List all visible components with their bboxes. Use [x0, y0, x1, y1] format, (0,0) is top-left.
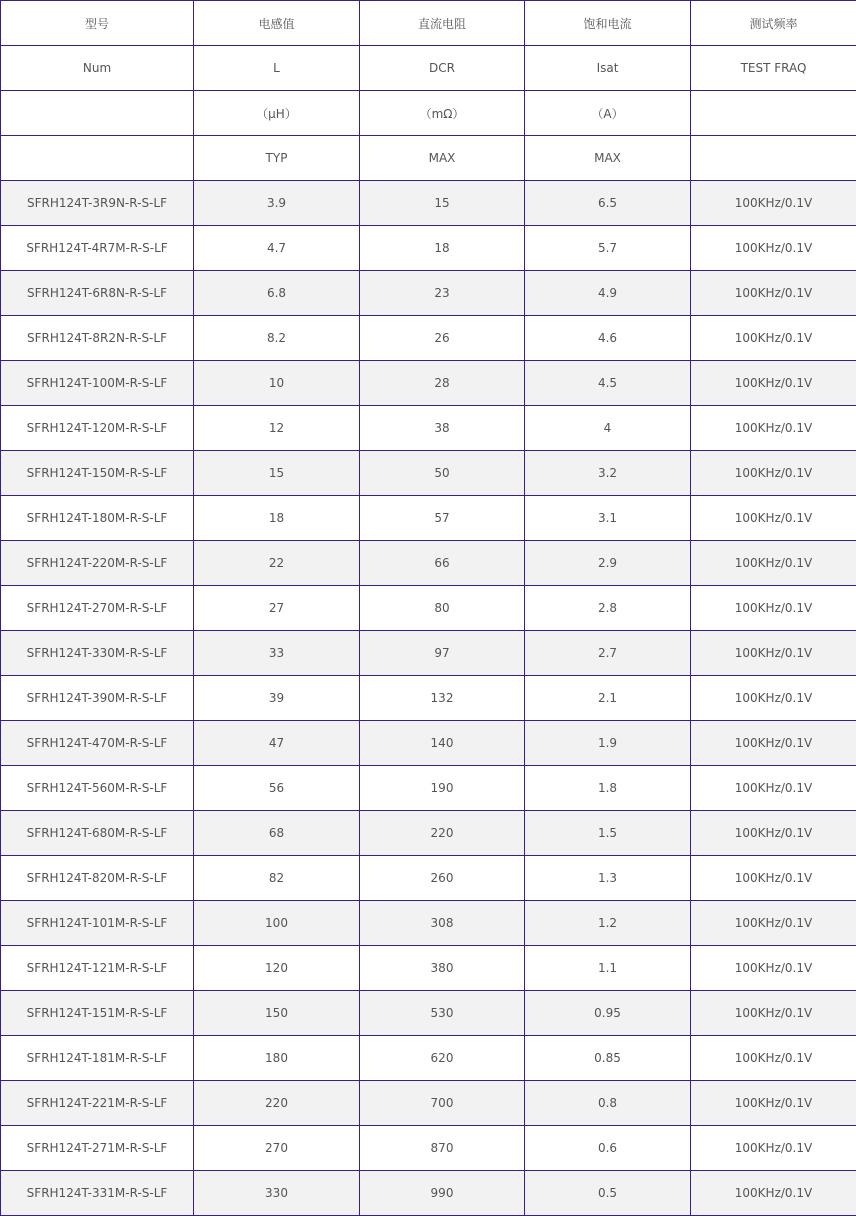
header-l: L: [194, 46, 360, 91]
cell-part-number: SFRH124T-331M-R-S-LF: [1, 1171, 194, 1216]
cell-inductance: 4.7: [194, 226, 360, 271]
header-test-fraq: TEST FRAQ: [691, 46, 856, 91]
cell-dcr: 620: [360, 1036, 525, 1081]
cell-part-number: SFRH124T-330M-R-S-LF: [1, 631, 194, 676]
cell-isat: 0.8: [525, 1081, 691, 1126]
cell-isat: 0.85: [525, 1036, 691, 1081]
cell-dcr: 28: [360, 361, 525, 406]
cell-inductance: 10: [194, 361, 360, 406]
cell-inductance: 120: [194, 946, 360, 991]
table-row: [1, 496, 856, 541]
cell-test-frequency: 100KHz/0.1V: [691, 1081, 856, 1126]
header-unit-a: （A）: [525, 91, 691, 136]
cell-part-number: SFRH124T-680M-R-S-LF: [1, 811, 194, 856]
cell-dcr: 308: [360, 901, 525, 946]
cell-test-frequency: 100KHz/0.1V: [691, 316, 856, 361]
cell-dcr: 57: [360, 496, 525, 541]
table-row: [1, 1036, 856, 1081]
table-row: [1, 181, 856, 226]
cell-inductance: 18: [194, 496, 360, 541]
cell-isat: 2.8: [525, 586, 691, 631]
cell-inductance: 3.9: [194, 181, 360, 226]
cell-test-frequency: 100KHz/0.1V: [691, 1036, 856, 1081]
cell-dcr: 80: [360, 586, 525, 631]
cell-test-frequency: 100KHz/0.1V: [691, 496, 856, 541]
cell-part-number: SFRH124T-181M-R-S-LF: [1, 1036, 194, 1081]
cell-inductance: 180: [194, 1036, 360, 1081]
header-qual-typ: TYP: [194, 136, 360, 181]
cell-part-number: SFRH124T-100M-R-S-LF: [1, 361, 194, 406]
cell-test-frequency: 100KHz/0.1V: [691, 631, 856, 676]
header-qual-max: MAX: [525, 136, 691, 181]
cell-inductance: 150: [194, 991, 360, 1036]
header-qual-empty: [1, 136, 194, 181]
header-model: 型号: [1, 1, 194, 46]
cell-test-frequency: 100KHz/0.1V: [691, 676, 856, 721]
table-row: [1, 901, 856, 946]
cell-inductance: 12: [194, 406, 360, 451]
header-qual-empty: [691, 136, 856, 181]
cell-inductance: 82: [194, 856, 360, 901]
cell-isat: 4.5: [525, 361, 691, 406]
header-test-frequency: 测试频率: [691, 1, 856, 46]
cell-part-number: SFRH124T-6R8N-R-S-LF: [1, 271, 194, 316]
cell-dcr: 190: [360, 766, 525, 811]
cell-part-number: SFRH124T-121M-R-S-LF: [1, 946, 194, 991]
header-saturation-current: 饱和电流: [525, 1, 691, 46]
cell-dcr: 97: [360, 631, 525, 676]
cell-dcr: 700: [360, 1081, 525, 1126]
cell-test-frequency: 100KHz/0.1V: [691, 766, 856, 811]
cell-isat: 2.1: [525, 676, 691, 721]
header-unit-empty: [691, 91, 856, 136]
cell-inductance: 330: [194, 1171, 360, 1216]
header-unit-empty: [1, 91, 194, 136]
cell-part-number: SFRH124T-220M-R-S-LF: [1, 541, 194, 586]
cell-isat: 1.1: [525, 946, 691, 991]
cell-test-frequency: 100KHz/0.1V: [691, 451, 856, 496]
cell-part-number: SFRH124T-820M-R-S-LF: [1, 856, 194, 901]
cell-isat: 3.1: [525, 496, 691, 541]
table-row: [1, 226, 856, 271]
table-row: [1, 811, 856, 856]
cell-isat: 1.3: [525, 856, 691, 901]
cell-dcr: 15: [360, 181, 525, 226]
cell-test-frequency: 100KHz/0.1V: [691, 991, 856, 1036]
table-row: [1, 1126, 856, 1171]
cell-isat: 2.7: [525, 631, 691, 676]
cell-test-frequency: 100KHz/0.1V: [691, 811, 856, 856]
header-row-units: [1, 91, 856, 136]
cell-isat: 6.5: [525, 181, 691, 226]
header-qual-max: MAX: [360, 136, 525, 181]
cell-inductance: 22: [194, 541, 360, 586]
cell-inductance: 270: [194, 1126, 360, 1171]
cell-dcr: 66: [360, 541, 525, 586]
table-body: [1, 181, 856, 1216]
cell-part-number: SFRH124T-101M-R-S-LF: [1, 901, 194, 946]
cell-isat: 4.9: [525, 271, 691, 316]
cell-dcr: 140: [360, 721, 525, 766]
cell-part-number: SFRH124T-221M-R-S-LF: [1, 1081, 194, 1126]
table-header: [1, 1, 856, 181]
cell-dcr: 132: [360, 676, 525, 721]
table-row: [1, 451, 856, 496]
cell-isat: 2.9: [525, 541, 691, 586]
cell-part-number: SFRH124T-8R2N-R-S-LF: [1, 316, 194, 361]
header-isat: Isat: [525, 46, 691, 91]
cell-test-frequency: 100KHz/0.1V: [691, 721, 856, 766]
table-row: [1, 766, 856, 811]
cell-part-number: SFRH124T-271M-R-S-LF: [1, 1126, 194, 1171]
cell-dcr: 380: [360, 946, 525, 991]
header-row-english: [1, 46, 856, 91]
cell-isat: 1.2: [525, 901, 691, 946]
cell-isat: 1.8: [525, 766, 691, 811]
cell-dcr: 260: [360, 856, 525, 901]
table-row: [1, 991, 856, 1036]
cell-dcr: 530: [360, 991, 525, 1036]
table-row: [1, 271, 856, 316]
header-unit-uh: （μH）: [194, 91, 360, 136]
cell-test-frequency: 100KHz/0.1V: [691, 856, 856, 901]
cell-part-number: SFRH124T-151M-R-S-LF: [1, 991, 194, 1036]
cell-inductance: 220: [194, 1081, 360, 1126]
cell-isat: 5.7: [525, 226, 691, 271]
cell-isat: 4: [525, 406, 691, 451]
cell-inductance: 6.8: [194, 271, 360, 316]
cell-inductance: 56: [194, 766, 360, 811]
cell-test-frequency: 100KHz/0.1V: [691, 541, 856, 586]
cell-isat: 0.95: [525, 991, 691, 1036]
cell-dcr: 870: [360, 1126, 525, 1171]
header-unit-mohm: （mΩ）: [360, 91, 525, 136]
header-num: Num: [1, 46, 194, 91]
table-row: [1, 631, 856, 676]
cell-isat: 1.9: [525, 721, 691, 766]
table-row: [1, 721, 856, 766]
table-row: [1, 586, 856, 631]
cell-test-frequency: 100KHz/0.1V: [691, 406, 856, 451]
cell-isat: 4.6: [525, 316, 691, 361]
cell-part-number: SFRH124T-180M-R-S-LF: [1, 496, 194, 541]
cell-part-number: SFRH124T-150M-R-S-LF: [1, 451, 194, 496]
cell-part-number: SFRH124T-390M-R-S-LF: [1, 676, 194, 721]
cell-dcr: 50: [360, 451, 525, 496]
cell-inductance: 100: [194, 901, 360, 946]
cell-dcr: 990: [360, 1171, 525, 1216]
cell-part-number: SFRH124T-560M-R-S-LF: [1, 766, 194, 811]
cell-inductance: 68: [194, 811, 360, 856]
table-row: [1, 946, 856, 991]
cell-isat: 1.5: [525, 811, 691, 856]
cell-dcr: 26: [360, 316, 525, 361]
table-row: [1, 1081, 856, 1126]
cell-test-frequency: 100KHz/0.1V: [691, 1171, 856, 1216]
cell-test-frequency: 100KHz/0.1V: [691, 271, 856, 316]
header-row-chinese: [1, 1, 856, 46]
table-row: [1, 856, 856, 901]
cell-part-number: SFRH124T-4R7M-R-S-LF: [1, 226, 194, 271]
table-row: [1, 316, 856, 361]
cell-test-frequency: 100KHz/0.1V: [691, 181, 856, 226]
cell-isat: 3.2: [525, 451, 691, 496]
cell-test-frequency: 100KHz/0.1V: [691, 361, 856, 406]
cell-inductance: 27: [194, 586, 360, 631]
cell-part-number: SFRH124T-120M-R-S-LF: [1, 406, 194, 451]
table-row: [1, 676, 856, 721]
cell-test-frequency: 100KHz/0.1V: [691, 226, 856, 271]
table-row: [1, 361, 856, 406]
cell-dcr: 18: [360, 226, 525, 271]
cell-test-frequency: 100KHz/0.1V: [691, 1126, 856, 1171]
header-dc-resistance: 直流电阻: [360, 1, 525, 46]
cell-dcr: 38: [360, 406, 525, 451]
table-row: [1, 541, 856, 586]
cell-isat: 0.5: [525, 1171, 691, 1216]
cell-inductance: 33: [194, 631, 360, 676]
cell-inductance: 39: [194, 676, 360, 721]
header-row-typ-max: [1, 136, 856, 181]
cell-isat: 0.6: [525, 1126, 691, 1171]
cell-part-number: SFRH124T-270M-R-S-LF: [1, 586, 194, 631]
cell-dcr: 220: [360, 811, 525, 856]
table-row: [1, 406, 856, 451]
cell-inductance: 8.2: [194, 316, 360, 361]
cell-part-number: SFRH124T-3R9N-R-S-LF: [1, 181, 194, 226]
cell-test-frequency: 100KHz/0.1V: [691, 586, 856, 631]
header-dcr: DCR: [360, 46, 525, 91]
cell-test-frequency: 100KHz/0.1V: [691, 901, 856, 946]
cell-inductance: 47: [194, 721, 360, 766]
header-inductance: 电感值: [194, 1, 360, 46]
cell-inductance: 15: [194, 451, 360, 496]
table-row: [1, 1171, 856, 1216]
cell-test-frequency: 100KHz/0.1V: [691, 946, 856, 991]
cell-part-number: SFRH124T-470M-R-S-LF: [1, 721, 194, 766]
cell-dcr: 23: [360, 271, 525, 316]
